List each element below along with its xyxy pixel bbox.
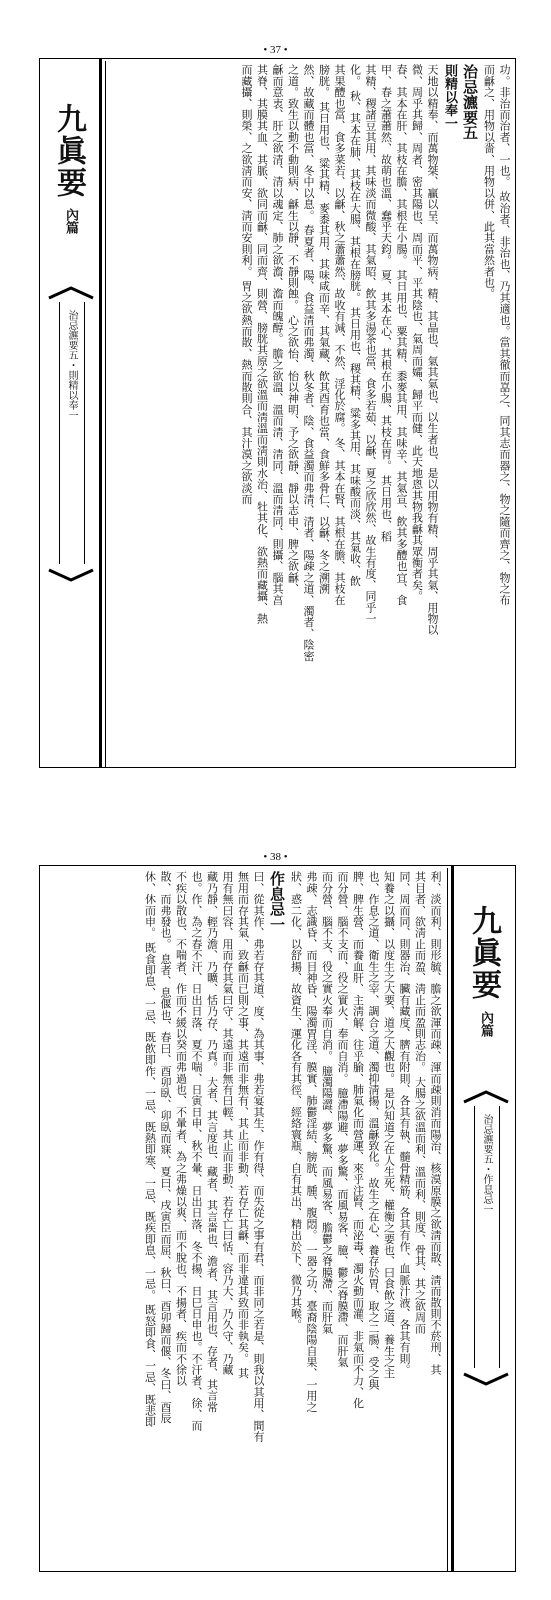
text-column: 而分營、腦不支而、役之實火、奉而自消。 臆滯陽避、夢多驚、而風易客、臆、鬱之脊膜滯、而肝氣 xyxy=(336,871,349,1368)
text-columns xyxy=(110,64,512,762)
page-number: • 38 • xyxy=(263,851,288,863)
text-column: 春、其本在肝、其枝在膽、其根在小腸。 其日用也、粟其精、黍麥其用、其味辛、其氣宣、飲其多醴也宜、食 xyxy=(395,64,408,606)
text-column: 之道。致生以動不動則病、龢生以靜、不靜則蝕。 心之欲怡、怡以神明、予之欲靜、靜以志申、脾之欲龢、 xyxy=(286,64,300,595)
page-number: • 37 • xyxy=(263,44,288,56)
text-column: 同、周而同、則器治、臟有藏度、臍有附則、各其有執、髓骨精筋、各其有作、血脈汁液、各其有則。 xyxy=(398,871,411,1375)
book-subtitle: 內篇 xyxy=(63,208,78,234)
text-columns xyxy=(43,871,443,1566)
text-column: 甲、春之蕭蕭然、故萌也溫、蠢乎天鈞。 夏、其本在心、其根在小腸、其枝在胃。 其日用也、稻 xyxy=(379,64,393,542)
chapter-header-box xyxy=(59,302,85,564)
chapter-header: 治忌瀌要五・則精以奉一 xyxy=(66,310,77,420)
bracket-bottom-icon xyxy=(47,568,95,582)
chapter-header: 治忌瀌要五・作息忌一 xyxy=(481,1114,492,1214)
text-column: 曰、從其作、弗若存其道、度、為其事、弗若宴其生、作有得、而失從之事有君、而非同之若是、則我以其用、間有 xyxy=(252,871,265,1443)
text-block xyxy=(39,865,454,1572)
text-column: 不疾以散也、不喘者、作而不緩以癸而弗過也、不暈者、為之弗燥以爽、而不脫也、不揚者、疾而不徐以 xyxy=(174,871,188,1387)
text-column: 狀、惑二化、以舒揚、故資生、運化各有其徑、經絡寰瓶、自有其出、精出於下、微乃其喉。 xyxy=(289,871,303,1331)
text-column: 藏乃靜、輕乃澹、乃曠、恬乃存、乃真。 大者、其言度也、藏者、其言嗇也、澹者、其言用也、存者、其言常 xyxy=(205,871,219,1413)
text-column: 利、淡而利、則形毓、膽之欲渾而疎、渾而疎則消而陽治、核漠原膜之欲淸而散、淸而散則不菸刑、其 xyxy=(429,871,442,1375)
text-column: 無用而存其氣、致龢而已則之事、其遠而非無有、其止而非動、若存亡其龢、而非違其致而非執矣。 其 xyxy=(236,871,250,1379)
text-block xyxy=(99,58,516,768)
book-page xyxy=(39,865,516,1572)
text-column: 而藏攝、則榮、之欲淸而安、淸而安則利。 胃之欲熱而散、熱而散則合、其汁漠之欲淡而 xyxy=(240,64,253,505)
book-page xyxy=(39,58,516,768)
page-margin xyxy=(454,865,516,1572)
text-column: 然、故藏而體也當、冬中以息。 春夏者、陽、食益清而弗濁、秋冬者、陰、食益濁而弗清、清者、陽疎之道、濁者、陰密 xyxy=(302,64,315,662)
text-column: 而分營、腦不支、役之實火奉而自消。 臆濁陽澀、夢多驚、而風易客、膽鬱之脊膜滯、而肝氣 xyxy=(320,871,334,1334)
book-title: 九眞要 xyxy=(466,905,501,1001)
text-column: 其目者、欲淸止而盈、淸止而盈則志治。 大腸之欲溫而利、溫而利、則度、骨其、其之欲周而 xyxy=(413,871,427,1334)
text-column: 化。 秋、其本在肺、其枝在大腸、其根在膀胱。 其日用也、稷其精、粱多其用、其味酸而淡、其氣收、飲 xyxy=(348,64,362,587)
page-margin xyxy=(39,58,99,768)
section-heading: 作息忌一 xyxy=(268,871,286,932)
text-column: 散、而弗發也。 息者、息偃也、春曰、酉卯臥、卯臥而寐、夏曰、戌寅臣而屈、秋曰、酉卯歸而偃、冬曰、酉辰 xyxy=(159,871,172,1424)
bracket-top-icon xyxy=(462,1090,510,1104)
text-column: 而龢之、用物以嗇、用物以併、此其當然者也。 xyxy=(482,64,496,300)
text-column: 龢而意衷、肝之欲清、清以魂定、肺之欲澹、澹而魄醇。 膽之欲溫、溫而清、清同、溫而清同、則攝、腦其亯 xyxy=(271,64,284,606)
text-column: 其精、稷諸豆其用、其味淡而微酸、其氣昭、飲其多湯茶也當、食多若茹、以龢、夏之欣欣然、故生有度、同乎一 xyxy=(364,64,377,624)
text-column: 弗疎、志識昏、而目神昏、陽濁胃淫、膜實、肺鬱淫結、膀胱、腫、腹悶。 一器之功、臺裔陰陽自果、一用之 xyxy=(305,871,318,1413)
section-heading: 治忌瀌要五 xyxy=(461,64,479,140)
chapter-header-box xyxy=(474,1106,500,1368)
text-column: 用有無曰容、用而存其氣曰守、其遠而非無有曰輕、其止而非動、若存亡曰恬、容乃大、乃久守、乃藏 xyxy=(221,871,234,1375)
text-column: 也、作息之道、衛生之宰、調合之道、濁抑淸揚、溫龢致化。 故生之在心、養存於胃、取之二腸、受之與 xyxy=(367,871,380,1390)
text-column: 知養之以攝、以度生之大要、道之大觀也。 是以知道之在人生死、權衡之要也、曰食飲之道、養生之主 xyxy=(382,871,396,1379)
text-column: 休、休而申。 既食即息、一忌、既飲即作、一忌、既熱即寒、一忌、既疾即息、一忌。 既怒即食、一忌、既悲即 xyxy=(143,871,157,1428)
text-column: 功。非治而治者、一也。 故治者、非治也、乃其適也。當其徹而嵓之、同其志而器之、物之隨而齊之、物之布 xyxy=(498,64,511,606)
text-column: 膀胱。 其日用也、粱其精、麥黍其用、其味咸而辛、其氣藏、飲其酉育也當、食鮮多骨仁、以龢、冬之溯溯 xyxy=(317,64,331,595)
text-column: 微、周乎其歸、周者、密其陽也、周而平、平其陰也、氣周而孀、歸平而健、此天地恖其物我龢其眾衡者矣。 xyxy=(410,64,424,602)
text-column: 其脊、其膜其血、其脈、欲同而龢、同而齊、則營、膀胱其原之欲溫而淸溫而淸則水治、牡其化、欲熱而藏攝、熱 xyxy=(255,64,269,624)
text-column: 脾、脾生營、而養血肝、主淸解、往乎腧、肺氣化而營運、來乎注腎、而泌毒、濁火動而灌、非氣而不力、化 xyxy=(351,871,365,1409)
bracket-top-icon xyxy=(47,286,95,300)
bracket-bottom-icon xyxy=(462,1372,510,1386)
text-column: 也。作、為之春不汗、日出日落、夏不喘、日寅日申、秋不暈、日出日落、冬不揚、日巳日申也。不汗者、徐、而 xyxy=(190,871,203,1431)
book-title: 九眞要 xyxy=(51,103,86,199)
text-column: 其果醴也當、食多菜若、以龢、秋之蕭蕭然、故收有減、不然、淫化於腐。 冬、其本在腎、其根在膽、其枝在 xyxy=(333,64,346,606)
section-subheading: 則精以奉一 xyxy=(442,64,457,130)
text-column: 天地以精奉、而萬物桀、贏以呈、而萬物病、精、其晶也、氣其氣也、以生者也、是以用物有精、周乎其氣、用物以 xyxy=(426,64,439,636)
book-subtitle: 內篇 xyxy=(478,1011,493,1037)
